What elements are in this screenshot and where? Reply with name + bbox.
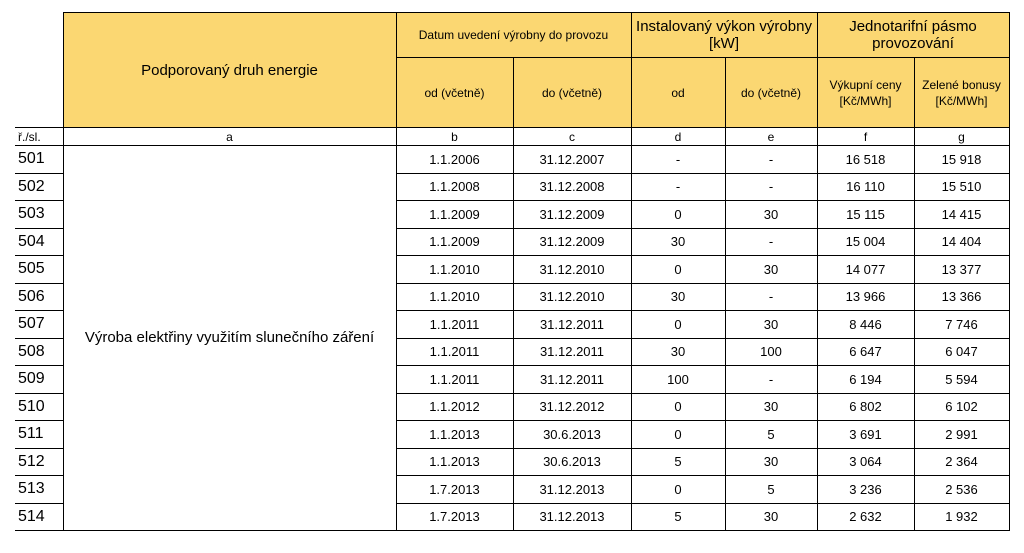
power-to: 30 [725, 448, 817, 476]
subheader-row-label: ř./sl. [15, 128, 63, 146]
feed-in-price: 3 236 [817, 476, 914, 504]
subheader-c: c [513, 128, 631, 146]
row-number: 509 [15, 366, 63, 394]
date-to: 31.12.2009 [513, 201, 631, 229]
subheader-f: f [817, 128, 914, 146]
power-from: 30 [631, 228, 725, 256]
date-to: 31.12.2011 [513, 311, 631, 339]
feed-in-price: 6 194 [817, 366, 914, 394]
row-number: 514 [15, 503, 63, 531]
header-date-to: do (včetně) [513, 58, 631, 128]
date-to: 31.12.2007 [513, 146, 631, 174]
power-from: - [631, 173, 725, 201]
date-to: 30.6.2013 [513, 448, 631, 476]
power-to: - [725, 283, 817, 311]
power-from: 5 [631, 503, 725, 531]
power-to: - [725, 146, 817, 174]
green-bonus: 14 404 [914, 228, 1009, 256]
table-row [15, 146, 1009, 174]
row-number: 506 [15, 283, 63, 311]
row-number: 505 [15, 256, 63, 284]
green-bonus: 6 102 [914, 393, 1009, 421]
date-from: 1.7.2013 [396, 503, 513, 531]
date-from: 1.7.2013 [396, 476, 513, 504]
feed-in-price: 14 077 [817, 256, 914, 284]
date-from: 1.1.2013 [396, 421, 513, 449]
feed-in-price: 3 691 [817, 421, 914, 449]
subheader-b: b [396, 128, 513, 146]
feed-in-price: 3 064 [817, 448, 914, 476]
feed-in-tariff-table [15, 12, 1010, 531]
date-to: 31.12.2012 [513, 393, 631, 421]
feed-in-price: 2 632 [817, 503, 914, 531]
date-to: 31.12.2010 [513, 283, 631, 311]
date-to: 31.12.2011 [513, 366, 631, 394]
header-single-tariff: Jednotarifní pásmo provozování [817, 13, 1009, 58]
power-from: 0 [631, 476, 725, 504]
power-to: - [725, 366, 817, 394]
date-from: 1.1.2012 [396, 393, 513, 421]
power-to: - [725, 228, 817, 256]
green-bonus: 5 594 [914, 366, 1009, 394]
power-from: 0 [631, 201, 725, 229]
row-number: 513 [15, 476, 63, 504]
subheader-a: a [63, 128, 396, 146]
row-number: 504 [15, 228, 63, 256]
power-to: 100 [725, 338, 817, 366]
row-number: 501 [15, 146, 63, 174]
green-bonus: 15 510 [914, 173, 1009, 201]
date-from: 1.1.2010 [396, 283, 513, 311]
date-to: 31.12.2013 [513, 503, 631, 531]
row-number: 502 [15, 173, 63, 201]
power-from: 0 [631, 393, 725, 421]
green-bonus: 1 932 [914, 503, 1009, 531]
date-to: 30.6.2013 [513, 421, 631, 449]
row-number: 510 [15, 393, 63, 421]
row-number: 503 [15, 201, 63, 229]
row-number: 508 [15, 338, 63, 366]
header-power-to: do (včetně) [725, 58, 817, 128]
green-bonus: 14 415 [914, 201, 1009, 229]
power-from: 100 [631, 366, 725, 394]
feed-in-price: 15 115 [817, 201, 914, 229]
corner-blank [15, 13, 63, 128]
green-bonus: 15 918 [914, 146, 1009, 174]
green-bonus: 6 047 [914, 338, 1009, 366]
row-number: 511 [15, 421, 63, 449]
date-from: 1.1.2013 [396, 448, 513, 476]
date-to: 31.12.2009 [513, 228, 631, 256]
green-bonus: 2 364 [914, 448, 1009, 476]
header-green-bonus: Zelené bonusy [Kč/MWh] [914, 58, 1009, 128]
power-to: 5 [725, 476, 817, 504]
green-bonus: 13 377 [914, 256, 1009, 284]
header-feed-in-price: Výkupní ceny [Kč/MWh] [817, 58, 914, 128]
power-from: - [631, 146, 725, 174]
feed-in-price: 6 647 [817, 338, 914, 366]
feed-in-price: 8 446 [817, 311, 914, 339]
header-commissioning-date: Datum uvedení výrobny do provozu [396, 13, 631, 58]
power-to: 30 [725, 256, 817, 284]
date-from: 1.1.2009 [396, 201, 513, 229]
date-from: 1.1.2011 [396, 338, 513, 366]
date-from: 1.1.2011 [396, 366, 513, 394]
subheader-g: g [914, 128, 1009, 146]
date-from: 1.1.2009 [396, 228, 513, 256]
power-from: 0 [631, 256, 725, 284]
feed-in-price: 6 802 [817, 393, 914, 421]
row-number: 507 [15, 311, 63, 339]
date-from: 1.1.2011 [396, 311, 513, 339]
subheader-e: e [725, 128, 817, 146]
date-from: 1.1.2010 [396, 256, 513, 284]
feed-in-price: 16 110 [817, 173, 914, 201]
power-to: 30 [725, 503, 817, 531]
power-from: 0 [631, 421, 725, 449]
power-from: 30 [631, 283, 725, 311]
green-bonus: 13 366 [914, 283, 1009, 311]
green-bonus: 7 746 [914, 311, 1009, 339]
date-to: 31.12.2013 [513, 476, 631, 504]
power-to: - [725, 173, 817, 201]
power-to: 30 [725, 201, 817, 229]
green-bonus: 2 991 [914, 421, 1009, 449]
header-installed-power: Instalovaný výkon výrobny [kW] [631, 13, 817, 58]
feed-in-price: 15 004 [817, 228, 914, 256]
power-from: 30 [631, 338, 725, 366]
header-date-from: od (včetně) [396, 58, 513, 128]
power-from: 5 [631, 448, 725, 476]
power-from: 0 [631, 311, 725, 339]
date-from: 1.1.2008 [396, 173, 513, 201]
power-to: 30 [725, 311, 817, 339]
power-to: 5 [725, 421, 817, 449]
date-from: 1.1.2006 [396, 146, 513, 174]
header-energy-type: Podporovaný druh energie [63, 13, 396, 128]
power-to: 30 [725, 393, 817, 421]
feed-in-price: 16 518 [817, 146, 914, 174]
energy-type-cell: Výroba elektřiny využitím slunečního záření [63, 146, 396, 531]
header-power-from: od [631, 58, 725, 128]
date-to: 31.12.2008 [513, 173, 631, 201]
date-to: 31.12.2010 [513, 256, 631, 284]
green-bonus: 2 536 [914, 476, 1009, 504]
date-to: 31.12.2011 [513, 338, 631, 366]
subheader-d: d [631, 128, 725, 146]
row-number: 512 [15, 448, 63, 476]
feed-in-price: 13 966 [817, 283, 914, 311]
